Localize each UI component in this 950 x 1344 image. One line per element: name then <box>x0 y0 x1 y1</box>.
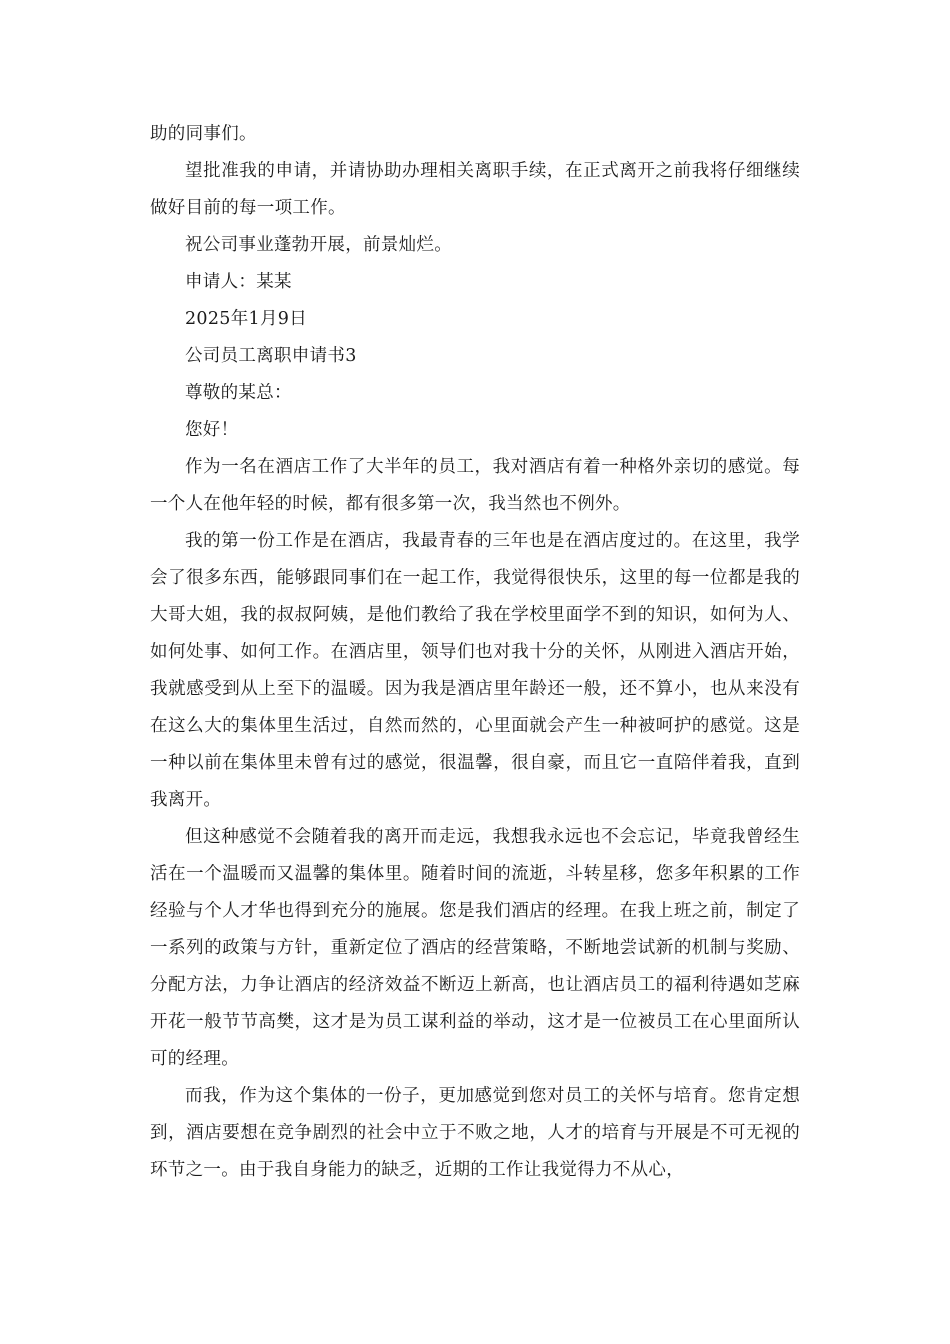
salutation: 尊敬的某总： <box>185 383 292 403</box>
paragraph: 我的第一份工作是在酒店，我最青春的三年也是在酒店度过的。在这里，我学会了很多东西，能够跟同事们在一起工作，我觉得很快乐，这里的每一位都是我的大哥大姐，我的叔叔阿姨，是他们教给了我在学校里面学不到的知识，如何为人、如何处事、如何工作。在酒店里，领导们也对我十分的关怀，从刚进入酒店开始，我就感受到从上至下的温暖。因为我是酒店里年龄还一般，还不算小，也从来没有在这么大的集体里生活过，自然而然的，心里面就会产生一种被呵护的感觉。这是一种以前在集体里未曾有过的感觉，很温馨，很自豪，而且它一直陪伴着我，直到我离开。 <box>150 531 800 810</box>
closing-wish: 祝公司事业蓬勃开展，前景灿烂。 <box>185 235 452 255</box>
paragraph: 助的同事们。 <box>150 124 257 144</box>
paragraph: 而我，作为这个集体的一份子，更加感觉到您对员工的关怀与培育。您肯定想到，酒店要想在竞争剧烈的社会中立于不败之地，人才的培育与开展是不可无视的环节之一。由于我自身能力的缺乏，近期的工作让我觉得力不从心， <box>150 1086 800 1180</box>
document-body <box>150 116 800 1189</box>
applicant-line: 申请人：某某 <box>185 272 292 292</box>
paragraph: 望批准我的申请，并请协助办理相关离职手续，在正式离开之前我将仔细继续做好目前的每一项工作。 <box>150 161 800 218</box>
date-line: 2025年1月9日 <box>185 309 308 329</box>
paragraph: 但这种感觉不会随着我的离开而走远，我想我永远也不会忘记，毕竟我曾经生活在一个温暖而又温馨的集体里。随着时间的流逝，斗转星移，您多年积累的工作经验与个人才华也得到充分的施展。您是我们酒店的经理。在我上班之前，制定了一系列的政策与方针，重新定位了酒店的经营策略，不断地尝试新的机制与奖励、分配方法，力争让酒店的经济效益不断迈上新高，也让酒店员工的福利待遇如芝麻开花一般节节高樊，这才是为员工谋利益的举动，这才是一位被员工在心里面所认可的经理。 <box>150 827 800 1069</box>
greeting: 您好！ <box>185 420 239 440</box>
section-title: 公司员工离职申请书3 <box>185 346 357 366</box>
paragraph: 作为一名在酒店工作了大半年的员工，我对酒店有着一种格外亲切的感觉。每一个人在他年轻的时候，都有很多第一次，我当然也不例外。 <box>150 457 800 514</box>
